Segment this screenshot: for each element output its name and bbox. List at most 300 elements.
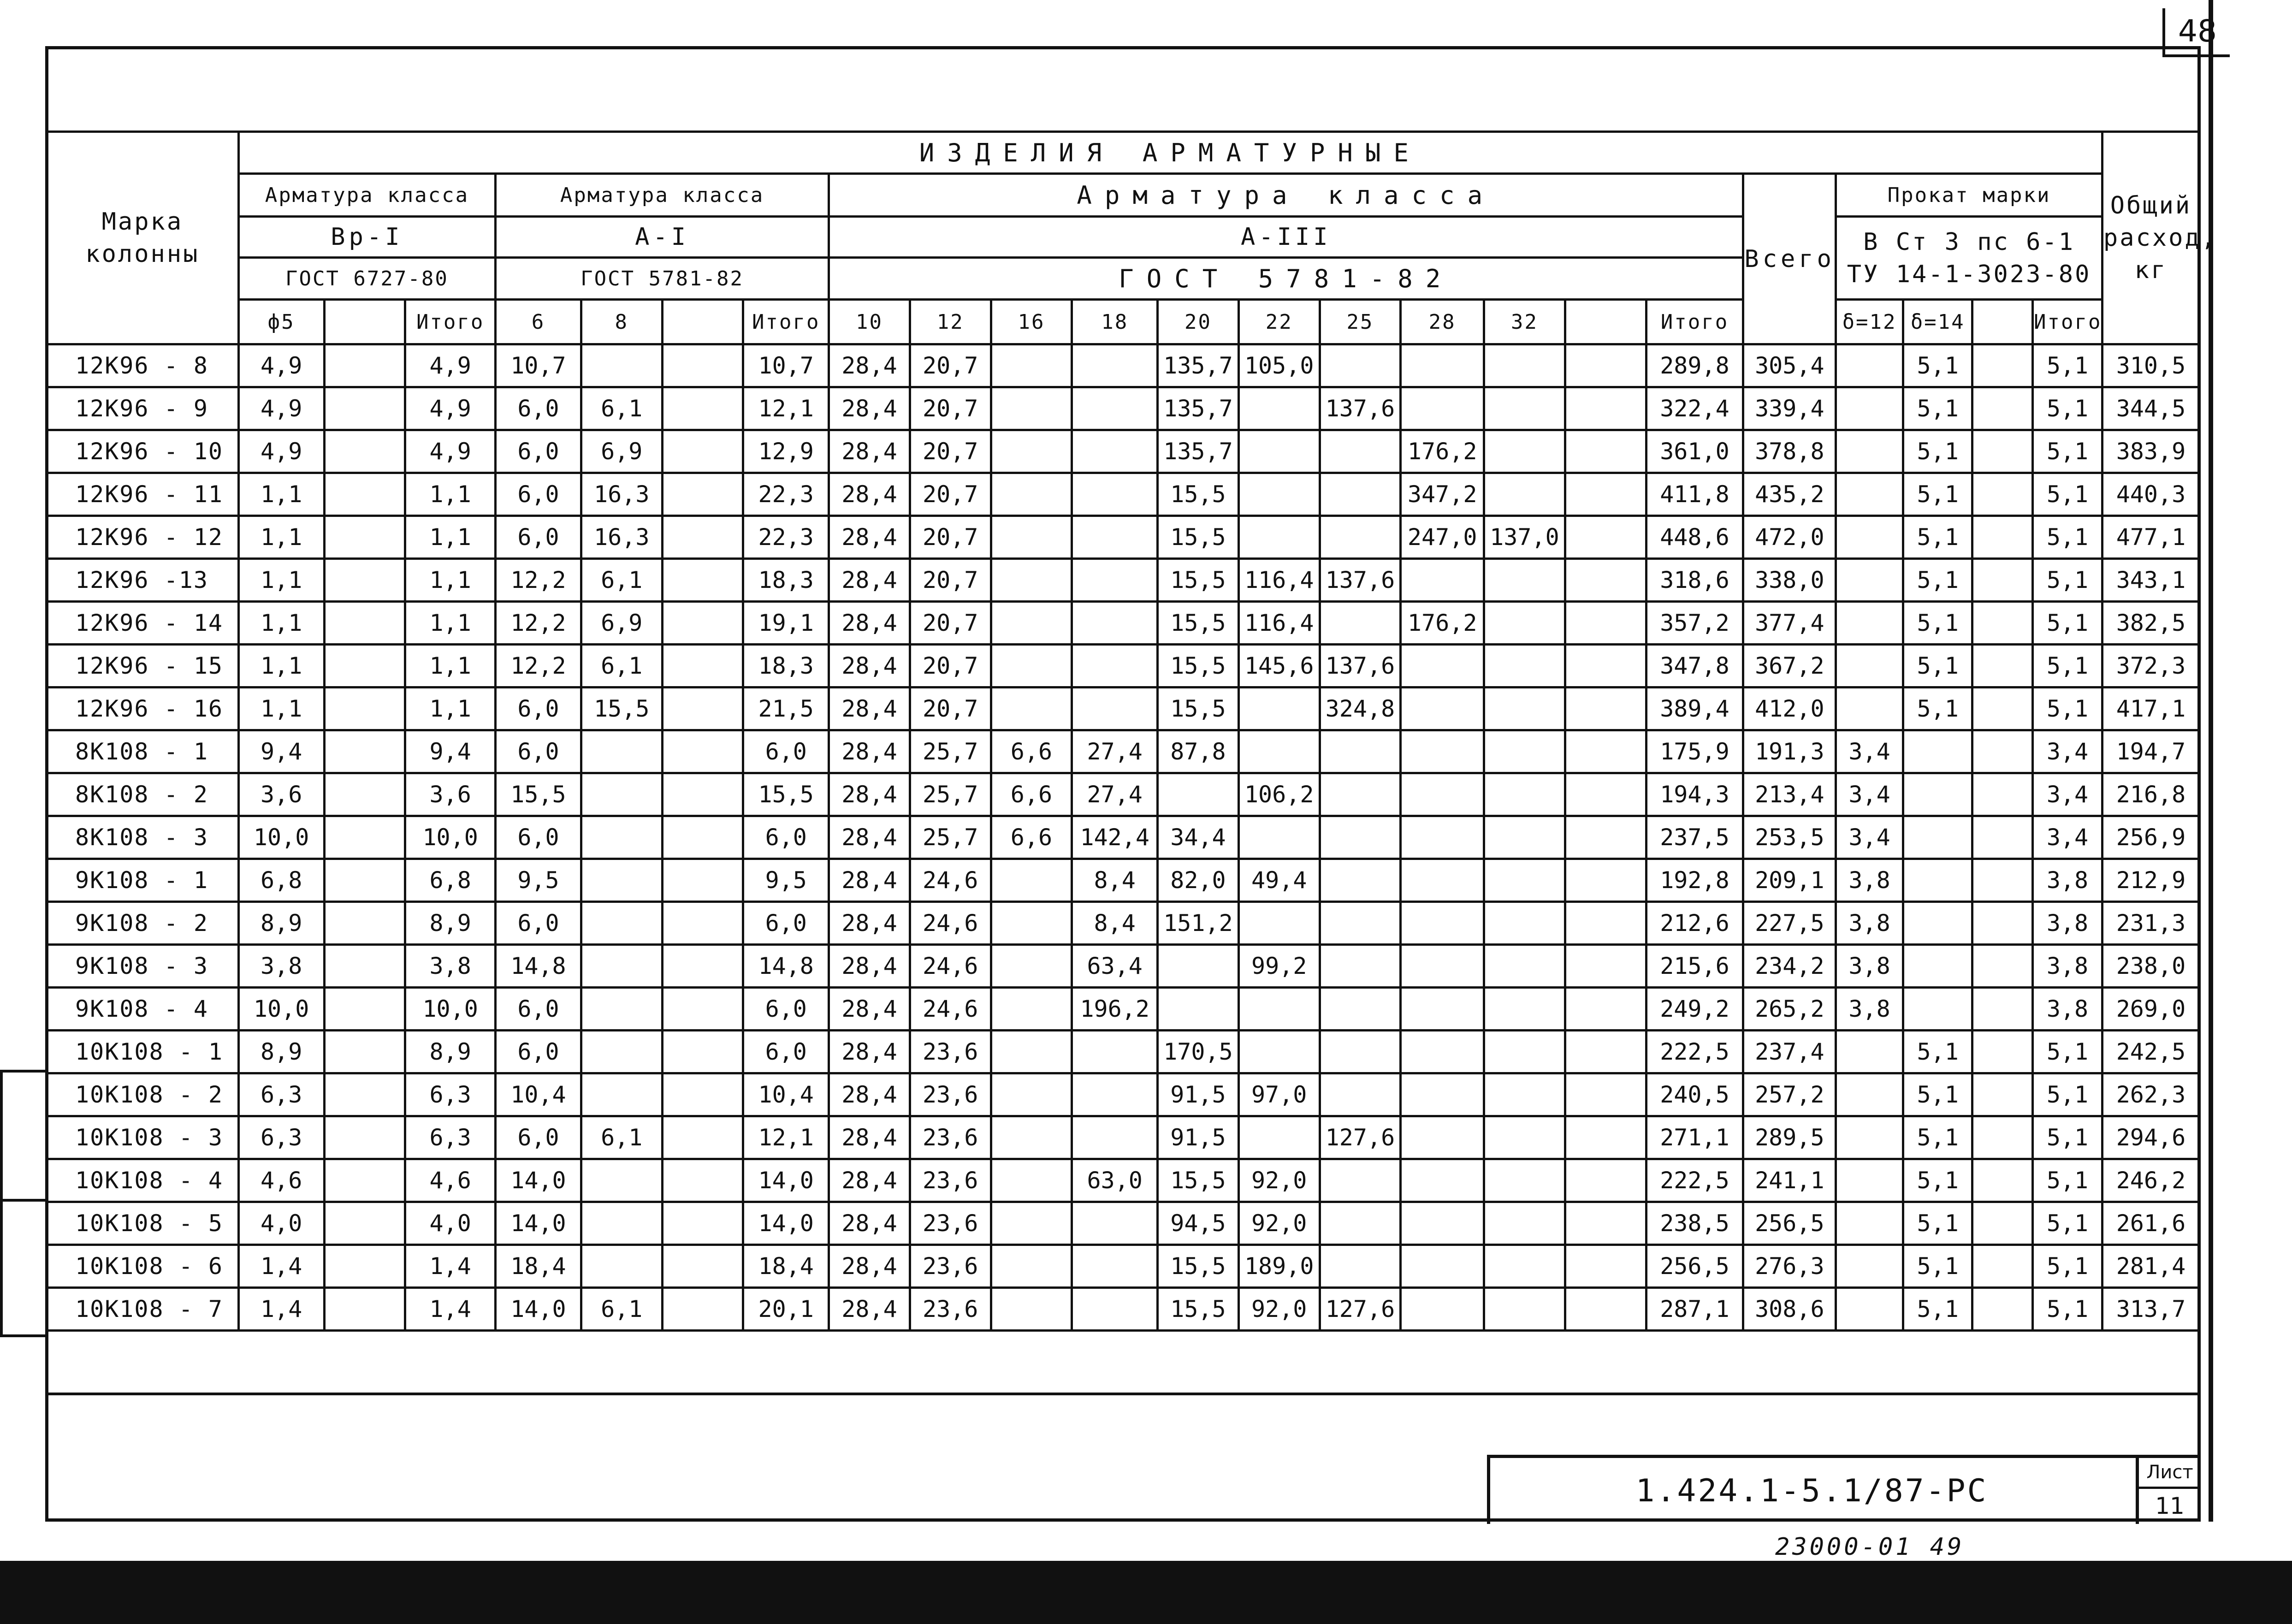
a3-col-header: 18	[1072, 300, 1158, 344]
table-cell	[1836, 1073, 1903, 1116]
a3-col-header	[1565, 300, 1646, 344]
table-row	[47, 730, 2200, 773]
overall-consumption-header: Общий расход, кг	[2102, 132, 2199, 344]
table-cell: 440,3	[2102, 473, 2199, 516]
table-cell: 281,4	[2102, 1245, 2199, 1288]
table-cell	[1565, 1031, 1646, 1073]
table-cell: 10,7	[743, 344, 829, 387]
table-cell: 4,9	[238, 430, 324, 473]
table-cell	[991, 1031, 1072, 1073]
table-cell	[581, 344, 662, 387]
table-cell: 5,1	[1903, 344, 1972, 387]
table-cell	[1401, 859, 1484, 902]
table-cell: 137,0	[1484, 516, 1565, 559]
table-cell: 28,4	[829, 902, 910, 945]
column-mark-cell: 8К108 - 2	[47, 773, 239, 816]
table-cell	[1401, 1116, 1484, 1159]
table-cell	[1072, 688, 1158, 730]
table-cell: 212,6	[1646, 902, 1743, 945]
table-cell: 28,4	[829, 1202, 910, 1245]
table-cell	[1484, 945, 1565, 988]
table-cell	[1320, 430, 1401, 473]
table-cell	[1238, 988, 1320, 1031]
table-cell: 289,5	[1743, 1116, 1836, 1159]
table-cell	[1903, 859, 1972, 902]
table-cell: 15,5	[1158, 688, 1239, 730]
table-cell	[1972, 1031, 2033, 1073]
table-cell	[1565, 730, 1646, 773]
table-cell: 8,9	[405, 1031, 496, 1073]
column-mark-cell: 12К96 - 15	[47, 645, 239, 688]
table-cell: 8,9	[405, 902, 496, 945]
table-cell: 87,8	[1158, 730, 1239, 773]
table-cell	[662, 1159, 743, 1202]
table-cell	[1972, 430, 2033, 473]
table-row	[47, 688, 2200, 730]
table-cell: 313,7	[2102, 1288, 2199, 1331]
table-cell	[1972, 773, 2033, 816]
a1-class-title: Арматура класса	[496, 174, 829, 217]
table-cell: 237,5	[1646, 816, 1743, 859]
table-cell: 175,9	[1646, 730, 1743, 773]
table-cell: 194,7	[2102, 730, 2199, 773]
table-cell: 1,4	[405, 1288, 496, 1331]
table-cell	[1320, 602, 1401, 645]
table-cell: 4,9	[238, 344, 324, 387]
archive-code: 23000-01 49	[1775, 1533, 1965, 1561]
vr-class-gost: ГОСТ 6727-80	[238, 258, 495, 300]
table-cell	[1401, 730, 1484, 773]
table-cell: 18,4	[496, 1245, 581, 1288]
table-cell	[1565, 1288, 1646, 1331]
table-cell: 28,4	[829, 688, 910, 730]
table-cell: 127,6	[1320, 1288, 1401, 1331]
table-cell	[991, 516, 1072, 559]
table-row	[47, 816, 2200, 859]
table-cell: 5,1	[1903, 430, 1972, 473]
table-cell: 23,6	[910, 1202, 991, 1245]
table-row	[47, 602, 2200, 645]
table-cell: 448,6	[1646, 516, 1743, 559]
table-cell: 151,2	[1158, 902, 1239, 945]
table-cell: 6,6	[991, 816, 1072, 859]
table-cell: 234,2	[1743, 945, 1836, 988]
table-cell: 19,1	[743, 602, 829, 645]
table-cell: 242,5	[2102, 1031, 2199, 1073]
a1-class-grade: А-I	[496, 217, 829, 258]
table-cell	[1320, 1073, 1401, 1116]
table-cell	[1836, 1202, 1903, 1245]
table-cell	[324, 559, 405, 602]
table-row	[47, 988, 2200, 1031]
table-cell: 212,9	[2102, 859, 2199, 902]
table-cell	[662, 1288, 743, 1331]
table-cell: 12,2	[496, 559, 581, 602]
table-cell: 3,8	[238, 945, 324, 988]
table-cell: 6,0	[496, 816, 581, 859]
table-cell: 20,7	[910, 602, 991, 645]
table-cell: 176,2	[1401, 430, 1484, 473]
table-cell	[991, 688, 1072, 730]
column-mark-cell: 12К96 - 14	[47, 602, 239, 645]
table-cell	[1836, 559, 1903, 602]
table-cell	[662, 773, 743, 816]
table-cell	[1072, 1116, 1158, 1159]
table-cell: 6,9	[581, 602, 662, 645]
table-cell: 20,7	[910, 344, 991, 387]
table-cell	[1565, 1116, 1646, 1159]
table-cell: 3,8	[1836, 902, 1903, 945]
table-cell	[662, 344, 743, 387]
table-cell: 15,5	[496, 773, 581, 816]
table-cell: 1,1	[238, 473, 324, 516]
column-mark-cell: 10К108 - 7	[47, 1288, 239, 1331]
table-cell	[1565, 645, 1646, 688]
table-cell: 14,8	[496, 945, 581, 988]
table-cell	[1320, 1031, 1401, 1073]
table-cell: 15,5	[1158, 1245, 1239, 1288]
table-cell: 28,4	[829, 773, 910, 816]
table-cell: 249,2	[1646, 988, 1743, 1031]
column-mark-cell: 8К108 - 3	[47, 816, 239, 859]
table-cell: 15,5	[1158, 602, 1239, 645]
table-cell	[1401, 988, 1484, 1031]
table-cell: 5,1	[2033, 344, 2102, 387]
a1-col-header	[662, 300, 743, 344]
table-cell: 256,5	[1646, 1245, 1743, 1288]
table-cell	[1238, 1031, 1320, 1073]
table-cell: 6,0	[496, 473, 581, 516]
table-cell	[1401, 1288, 1484, 1331]
table-cell: 1,1	[405, 473, 496, 516]
table-cell	[581, 945, 662, 988]
table-cell	[1484, 344, 1565, 387]
table-cell	[662, 473, 743, 516]
table-cell: 5,1	[1903, 1159, 1972, 1202]
table-cell: 382,5	[2102, 602, 2199, 645]
table-cell	[991, 988, 1072, 1031]
table-row	[47, 1288, 2200, 1331]
column-mark-cell: 10К108 - 3	[47, 1116, 239, 1159]
vr-col-header: ф5	[238, 300, 324, 344]
table-cell: 10,7	[496, 344, 581, 387]
table-cell: 28,4	[829, 344, 910, 387]
table-cell	[1565, 387, 1646, 430]
table-cell	[1972, 1288, 2033, 1331]
table-cell	[1484, 1245, 1565, 1288]
table-cell: 28,4	[829, 816, 910, 859]
table-cell: 25,7	[910, 816, 991, 859]
document-code: 1.424.1-5.1/87-РС	[1635, 1473, 1988, 1509]
table-cell: 472,0	[1743, 516, 1836, 559]
table-cell: 222,5	[1646, 1159, 1743, 1202]
table-cell	[662, 1116, 743, 1159]
table-cell	[1565, 430, 1646, 473]
table-cell: 237,4	[1743, 1031, 1836, 1073]
table-cell	[324, 344, 405, 387]
a3-col-header: 28	[1401, 300, 1484, 344]
table-cell: 5,1	[2033, 1031, 2102, 1073]
table-cell: 15,5	[743, 773, 829, 816]
table-cell	[1401, 945, 1484, 988]
table-cell	[1320, 945, 1401, 988]
table-cell: 28,4	[829, 1031, 910, 1073]
table-cell	[1158, 773, 1239, 816]
table-cell	[581, 816, 662, 859]
table-cell: 194,3	[1646, 773, 1743, 816]
table-cell	[1484, 1073, 1565, 1116]
table-cell	[1484, 859, 1565, 902]
table-cell	[1072, 1202, 1158, 1245]
a3-col-header: 25	[1320, 300, 1401, 344]
table-cell: 14,0	[496, 1202, 581, 1245]
table-cell	[1972, 945, 2033, 988]
table-cell: 20,7	[910, 516, 991, 559]
table-cell: 1,1	[238, 688, 324, 730]
table-cell	[1320, 773, 1401, 816]
table-cell: 256,5	[1743, 1202, 1836, 1245]
table-cell	[1836, 1159, 1903, 1202]
table-cell: 12,1	[743, 387, 829, 430]
table-cell	[1484, 602, 1565, 645]
table-cell	[1484, 387, 1565, 430]
table-cell	[1972, 988, 2033, 1031]
table-cell	[324, 1073, 405, 1116]
a1-col-header: 6	[496, 300, 581, 344]
table-cell: 256,9	[2102, 816, 2199, 859]
table-cell: 240,5	[1646, 1073, 1743, 1116]
table-cell: 15,5	[1158, 1288, 1239, 1331]
table-cell	[324, 516, 405, 559]
table-cell: 5,1	[1903, 602, 1972, 645]
a3-col-header: 32	[1484, 300, 1565, 344]
table-cell: 5,1	[2033, 1116, 2102, 1159]
table-row	[47, 387, 2200, 430]
table-cell: 28,4	[829, 559, 910, 602]
table-cell: 5,1	[2033, 430, 2102, 473]
table-cell	[581, 1159, 662, 1202]
table-cell: 1,4	[238, 1245, 324, 1288]
table-cell	[991, 1245, 1072, 1288]
table-cell: 367,2	[1743, 645, 1836, 688]
table-cell: 5,1	[1903, 516, 1972, 559]
table-cell: 6,1	[581, 645, 662, 688]
table-cell	[1401, 1031, 1484, 1073]
table-cell: 6,6	[991, 773, 1072, 816]
table-cell: 28,4	[829, 1288, 910, 1331]
table-cell: 25,7	[910, 773, 991, 816]
table-cell	[1972, 344, 2033, 387]
table-cell: 435,2	[1743, 473, 1836, 516]
table-cell: 5,1	[2033, 1073, 2102, 1116]
table-cell: 9,5	[743, 859, 829, 902]
table-cell: 4,0	[405, 1202, 496, 1245]
column-mark-cell: 10К108 - 1	[47, 1031, 239, 1073]
table-cell: 231,3	[2102, 902, 2199, 945]
sheet-label: Лист	[2139, 1458, 2201, 1489]
table-cell	[1401, 1073, 1484, 1116]
a3-class-grade: А-III	[829, 217, 1743, 258]
table-cell	[991, 602, 1072, 645]
table-cell	[1484, 473, 1565, 516]
a3-class-gost: ГОСТ 5781-82	[829, 258, 1743, 300]
table-body	[47, 344, 2200, 1331]
table-cell	[1972, 730, 2033, 773]
table-cell: 97,0	[1238, 1073, 1320, 1116]
table-cell	[1320, 516, 1401, 559]
table-cell	[662, 645, 743, 688]
a3-col-header: 20	[1158, 300, 1239, 344]
table-cell: 1,1	[405, 602, 496, 645]
table-cell	[1972, 1116, 2033, 1159]
table-cell: 28,4	[829, 645, 910, 688]
scan-bottom-bar	[0, 1561, 2292, 1624]
table-cell: 5,1	[2033, 516, 2102, 559]
table-cell	[1072, 645, 1158, 688]
table-cell: 1,1	[238, 516, 324, 559]
table-cell: 14,0	[496, 1288, 581, 1331]
table-cell: 6,0	[496, 688, 581, 730]
table-cell: 105,0	[1238, 344, 1320, 387]
table-cell: 10,4	[496, 1073, 581, 1116]
table-cell	[662, 559, 743, 602]
table-cell: 12,1	[743, 1116, 829, 1159]
table-cell	[324, 1245, 405, 1288]
table-cell	[1972, 516, 2033, 559]
table-cell: 92,0	[1238, 1159, 1320, 1202]
table-cell	[1903, 773, 1972, 816]
binding-tab-divider	[0, 1199, 45, 1202]
column-mark-cell: 10К108 - 4	[47, 1159, 239, 1202]
table-cell	[991, 430, 1072, 473]
table-cell	[324, 473, 405, 516]
table-cell	[1565, 945, 1646, 988]
table-cell: 6,1	[581, 1116, 662, 1159]
table-cell	[324, 902, 405, 945]
table-cell	[1401, 773, 1484, 816]
table-cell: 1,1	[405, 516, 496, 559]
table-cell: 305,4	[1743, 344, 1836, 387]
table-cell	[324, 430, 405, 473]
table-cell	[1903, 902, 1972, 945]
table-cell: 23,6	[910, 1288, 991, 1331]
a3-col-header: 16	[991, 300, 1072, 344]
a1-col-header: 8	[581, 300, 662, 344]
table-cell	[1836, 688, 1903, 730]
table-cell: 6,0	[743, 1031, 829, 1073]
table-cell: 5,1	[1903, 645, 1972, 688]
rolled-col-header: δ=14	[1903, 300, 1972, 344]
table-cell: 6,3	[405, 1116, 496, 1159]
table-cell	[1903, 730, 1972, 773]
table-cell	[324, 988, 405, 1031]
table-cell: 92,0	[1238, 1288, 1320, 1331]
table-cell: 477,1	[2102, 516, 2199, 559]
table-cell	[1484, 988, 1565, 1031]
table-cell	[1972, 387, 2033, 430]
table-cell: 411,8	[1646, 473, 1743, 516]
table-cell: 14,0	[743, 1159, 829, 1202]
rolled-grade: В Ст 3 пс 6-1 ТУ 14-1-3023-80	[1836, 217, 2102, 300]
table-cell: 25,7	[910, 730, 991, 773]
table-cell	[1972, 902, 2033, 945]
table-cell: 3,8	[1836, 988, 1903, 1031]
table-cell: 24,6	[910, 902, 991, 945]
table-cell: 338,0	[1743, 559, 1836, 602]
table-cell: 3,4	[2033, 730, 2102, 773]
table-cell	[581, 1245, 662, 1288]
table-cell	[1836, 430, 1903, 473]
table-cell: 372,3	[2102, 645, 2199, 688]
column-mark-cell: 12К96 - 10	[47, 430, 239, 473]
table-cell: 63,4	[1072, 945, 1158, 988]
table-cell: 289,8	[1646, 344, 1743, 387]
table-cell	[1903, 816, 1972, 859]
table-cell: 12,9	[743, 430, 829, 473]
table-cell: 16,3	[581, 473, 662, 516]
table-cell: 4,9	[405, 344, 496, 387]
table-cell	[324, 602, 405, 645]
table-cell: 18,3	[743, 645, 829, 688]
table-cell: 8,9	[238, 1031, 324, 1073]
table-cell	[1072, 516, 1158, 559]
table-cell: 5,1	[1903, 387, 1972, 430]
table-cell: 3,8	[2033, 988, 2102, 1031]
table-cell: 216,8	[2102, 773, 2199, 816]
table-cell	[1401, 344, 1484, 387]
table-row	[47, 1202, 2200, 1245]
table-cell	[1238, 902, 1320, 945]
table-cell: 5,1	[1903, 559, 1972, 602]
table-cell: 6,0	[496, 1031, 581, 1073]
table-cell: 1,4	[405, 1245, 496, 1288]
table-cell: 12,2	[496, 602, 581, 645]
table-cell: 1,1	[405, 688, 496, 730]
table-cell: 294,6	[2102, 1116, 2199, 1159]
table-cell: 15,5	[1158, 473, 1239, 516]
column-mark-cell: 9К108 - 2	[47, 902, 239, 945]
table-cell: 389,4	[1646, 688, 1743, 730]
table-cell	[662, 816, 743, 859]
table-cell: 127,6	[1320, 1116, 1401, 1159]
table-cell: 28,4	[829, 430, 910, 473]
table-cell	[1484, 773, 1565, 816]
table-cell	[1484, 902, 1565, 945]
table-cell	[1565, 559, 1646, 602]
table-cell	[1484, 1202, 1565, 1245]
table-cell: 94,5	[1158, 1202, 1239, 1245]
table-cell: 24,6	[910, 988, 991, 1031]
table-cell	[991, 945, 1072, 988]
table-cell	[1836, 1245, 1903, 1288]
table-cell	[1320, 1202, 1401, 1245]
table-cell: 21,5	[743, 688, 829, 730]
table-cell	[662, 1031, 743, 1073]
table-row	[47, 1116, 2200, 1159]
table-cell: 10,4	[743, 1073, 829, 1116]
table-cell	[581, 859, 662, 902]
table-cell	[1972, 1159, 2033, 1202]
table-cell: 6,0	[496, 516, 581, 559]
table-cell: 63,0	[1072, 1159, 1158, 1202]
table-cell: 8,4	[1072, 859, 1158, 902]
column-mark-cell: 12К96 - 9	[47, 387, 239, 430]
table-cell	[1072, 1288, 1158, 1331]
table-cell: 1,1	[405, 645, 496, 688]
table-cell: 28,4	[829, 387, 910, 430]
table-cell: 6,3	[405, 1073, 496, 1116]
table-cell: 116,4	[1238, 559, 1320, 602]
